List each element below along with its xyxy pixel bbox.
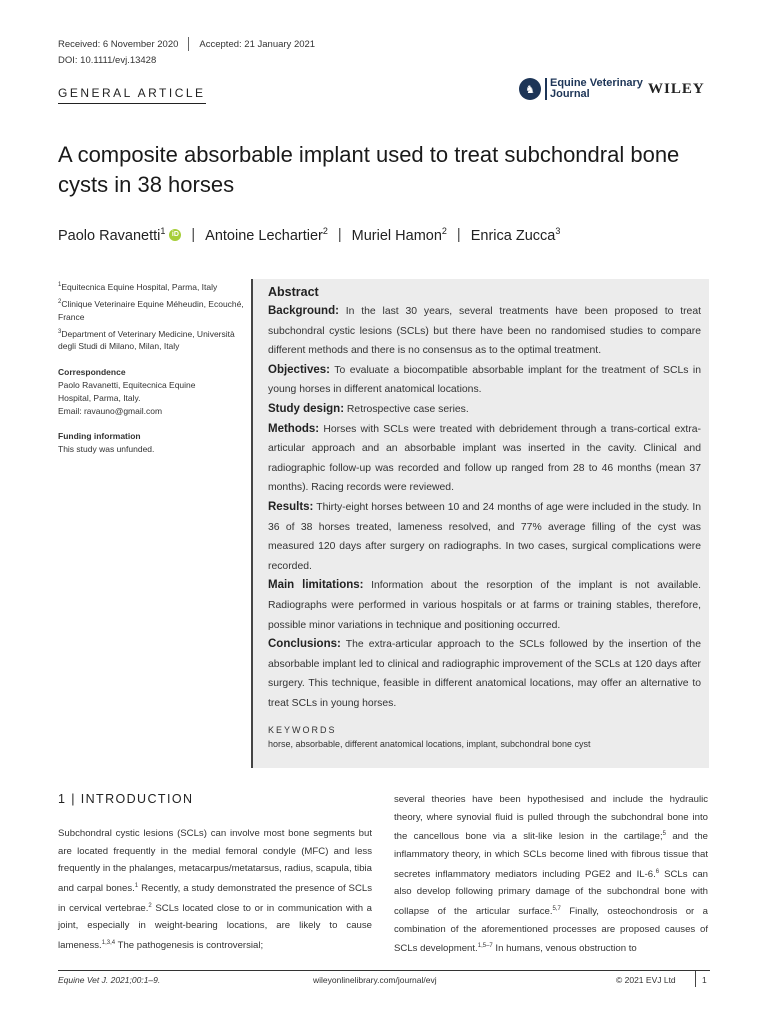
horse-logo-icon: ♞ [519,78,541,100]
correspondence-heading: Correspondence [58,367,126,377]
footer-url[interactable]: wileyonlinelibrary.com/journal/evj [313,975,437,985]
correspondence: Correspondence Paolo Ravanetti, Equitecnica Equine Hospital, Parma, Italy. Email: ravauno@gmail.com [58,366,248,418]
keywords-heading: KEYWORDS [268,725,337,736]
section-label: GENERAL ARTICLE [58,86,206,104]
doi-link[interactable]: DOI: 10.1111/evj.13428 [58,55,157,66]
abstract-results: Results: Thirty-eight horses between 10 and 24 months of age were included in the study. In 36 of 38 horses treated, lameness resolved, and 77% average filling of the cyst was measured 120 days after surgery on radiographs. In two cases, surgical complications were recorded. [268,500,701,572]
journal-logo[interactable] [519,78,643,100]
citation-ref[interactable]: 1,3,4 [101,939,116,946]
author-separator: | [456,226,461,243]
author-name[interactable]: Paolo Ravanetti$^1$ [58,226,166,244]
email-link[interactable]: Email: ravauno@gmail.com [58,406,163,416]
divider [188,37,189,51]
citation-ref[interactable]: 2 [148,902,152,909]
page-number: 1 [695,971,707,987]
funding-info: Funding information This study was unfunded. [58,430,248,456]
footer-citation: Equine Vet J. 2021;00:1–9. [58,975,161,985]
received-date: Received: 6 November 2020 [58,38,179,50]
body-column-left: Subchondral cystic lesions (SCLs) can involve most bone segments but are located frequently in the medial femoral condyle (MFC) and less frequently in the phalanges, metacarpus/metatarsus, radius, scapula, tibia and carpal bones.$^1$ Recently, a study demonstrated the presence of SCLs in cervical vertebrae.$^2$ SCLs located close to or in communication with a joint, especially in weight-bearing locations, are likely to cause lameness.$^{1,3,4}$ The pathogenesis is controversial; [58,828,373,952]
abstract-study-design: Study design: Retrospective case series. [268,402,469,415]
journal-name: Equine Veterinary Journal [545,78,643,100]
abstract-objectives: Objectives: To evaluate a biocompatible absorbable implant for the treatment of SCLs in young horses in different anatomical locations. [268,363,701,396]
author-list [58,226,560,244]
abstract-conclusions: Conclusions: The extra-articular approach to the SCLs followed by the insertion of the absorbable implant led to clinical and radiographic improvement of the SCLs at 120 days after surgery. This technique, feasible in different anatomical locations, may offer an alternative to treat SCLs in young horses. [268,638,701,709]
abstract-background: Background: In the last 30 years, several treatments have been proposed to treat subchondral cystic lesions (SCLs) but there have been no randomised studies to compare different methods and there is no consensus as to the optimal treatment. [268,305,701,357]
footer-copyright: © 2021 EVJ Ltd [616,975,676,985]
citation-ref[interactable]: 5,7 [552,905,561,912]
abstract-limitations: Main limitations: Information about the resorption of the implant is not available. Radiographs were performed in various hospitals or at farms or training stables, therefore, possible minor variations in technique and positioning occurred. [268,579,701,631]
funding-heading: Funding information [58,431,141,441]
citation-ref[interactable]: 5 [662,831,666,838]
abstract-heading: Abstract [268,285,319,299]
introduction-heading: 1 | INTRODUCTION [58,792,194,806]
author-name[interactable]: Antoine Lechartier$^2$ [205,226,328,244]
abstract-box [251,279,709,768]
accepted-date: Accepted: 21 January 2021 [199,38,316,50]
publisher-logo[interactable]: WILEY [648,81,705,97]
footer-divider [58,970,710,971]
affiliation: $^1$Equitecnica Equine Hospital, Parma, Italy [58,281,218,292]
affiliation: $^2$Clinique Veterinaire Equine Méheudin, Ecouché, France [58,298,244,322]
author-name[interactable]: Muriel Hamon$^2$ [351,226,447,244]
article-dates [58,37,315,51]
affiliations [58,279,248,355]
affiliation: $^3$Department of Veterinary Medicine, Università degli Studi di Milano, Milan, Italy [58,328,235,352]
author-separator: | [191,226,196,243]
citation-ref[interactable]: 6 [655,868,660,875]
citation-ref[interactable]: 1 [134,882,139,889]
abstract-methods: Methods: Horses with SCLs were treated with debridement through a trans-cortical extra-articular approach and an absorbable implant was inserted in the cavity. Clinical and radiographic follow-up was recorded and follow up ranged from 28 to 46 months (mean 37 months). Racing records were reviewed. [268,422,701,494]
author-name[interactable]: Enrica Zucca$^3$ [470,226,561,244]
orcid-icon[interactable]: iD [169,229,181,241]
keywords: horse, absorbable, different anatomical locations, implant, subchondral bone cyst [268,739,591,750]
author-separator: | [337,226,342,243]
citation-ref[interactable]: 1,5–7 [477,943,493,950]
article-title: A composite absorbable implant used to treat subchondral bone cysts in 38 horses [58,142,680,197]
body-column-right: several theories have been hypothesised and include the hydraulic theory, where synovial fluid is pulled through the subchondral bone into the cancellous bone via a slit-like lesion in the cartilage;$^5$ and the inflammatory theory, in which SCLs become lined with fibrous tissue that secretes inflammatory mediators including PGE2 and IL-6.$^6$ SCLs can also develop following primary damage of the subchondral bone with collapse of the articular surface.$^{5,7}$ Finally, osteochondrosis or a combination of the aforementioned processes are proposed causes of SCLs development.$^{1,5-7}$ In humans, venous obstruction to [394,794,708,955]
